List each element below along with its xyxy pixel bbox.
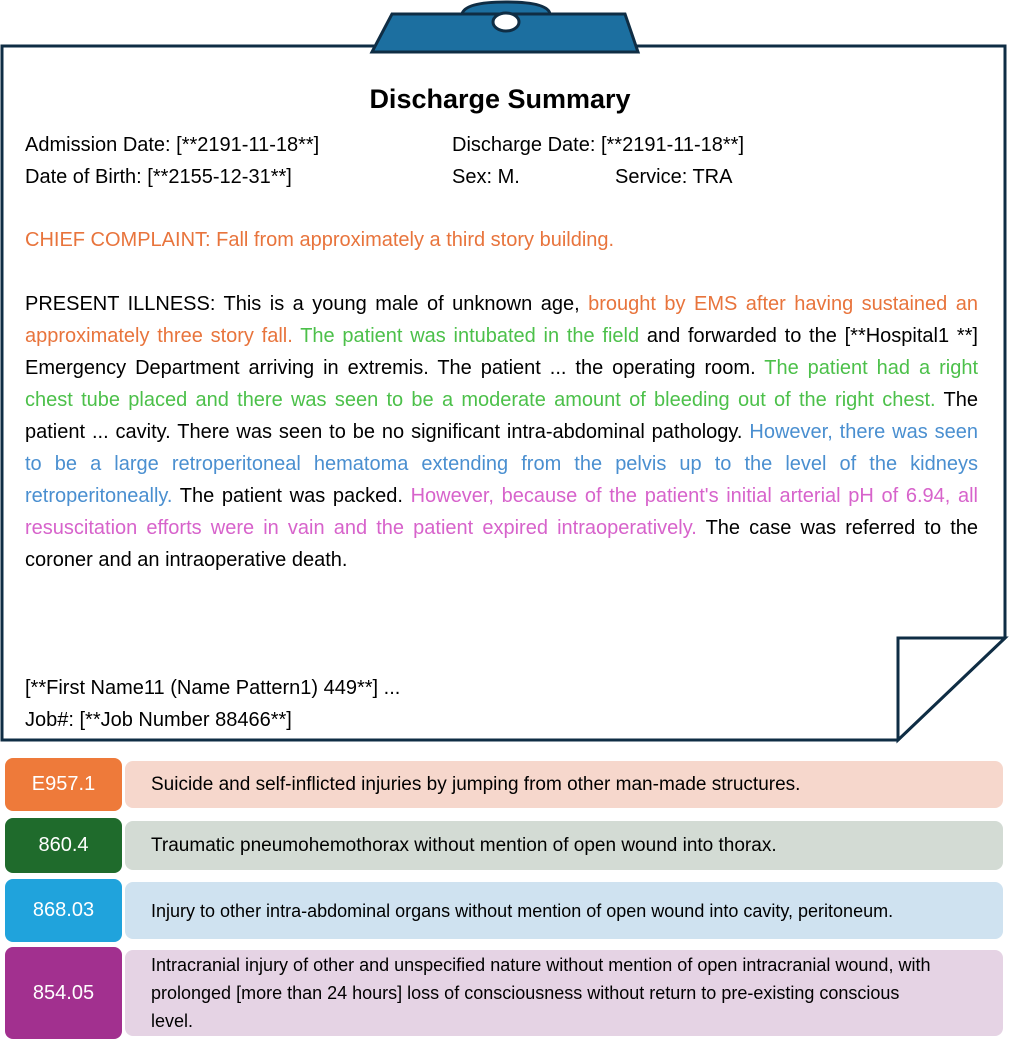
job-number: Job#: [**Job Number 88466**] bbox=[25, 709, 292, 731]
icd-code-row bbox=[5, 879, 1003, 942]
clipboard-clip-icon bbox=[372, 2, 638, 52]
icd-description: Traumatic pneumohemothorax without mention of open wound into thorax. bbox=[125, 821, 1003, 870]
icd-description: Intracranial injury of other and unspecified nature without mention of open intracranial wound, with prolonged [more than 24 hours] loss of consciousness without return to pre-existing conscious level. bbox=[125, 950, 1003, 1036]
admission-date: Admission Date: [**2191-11-18**] bbox=[25, 134, 320, 156]
icd-code: 854.05 bbox=[5, 947, 122, 1039]
icd-code-row bbox=[5, 947, 1003, 1039]
hpi-highlight-hematoma: However, there was seen to be a large retroperitoneal hematoma extending from the pelvis up to the level of the kidneys retroperitoneally. bbox=[25, 421, 979, 507]
sex: Sex: M. bbox=[452, 166, 520, 188]
chief-complaint: CHIEF COMPLAINT: Fall from approximately a third story building. bbox=[25, 229, 615, 251]
hpi-text: The case was referred to the coroner and an intraoperative death. bbox=[25, 517, 979, 571]
hpi-highlight-intubated: The patient was intubated in the field bbox=[300, 325, 640, 347]
page-curl-fold bbox=[898, 638, 1005, 740]
icd-description: Suicide and self-inflicted injuries by jumping from other man-made structures. bbox=[125, 761, 1003, 808]
date-of-birth: Date of Birth: [**2155-12-31**] bbox=[25, 166, 292, 188]
document-title: Discharge Summary bbox=[369, 84, 631, 114]
hpi-highlight-chest-tube: The patient had a right chest tube placed and there was seen to be a moderate amount of bleeding out of the right chest. bbox=[25, 357, 978, 411]
icd-code-row bbox=[5, 758, 1003, 811]
hpi-text: The patient ... cavity. There was seen to be no significant intra-abdominal pathology. bbox=[25, 389, 978, 443]
signature-name: [**First Name11 (Name Pattern1) 449**] ... bbox=[25, 677, 401, 699]
icd-description: Injury to other intra-abdominal organs without mention of open wound into cavity, peritoneum. bbox=[125, 882, 1003, 939]
discharge-date: Discharge Date: [**2191-11-18**] bbox=[452, 134, 745, 156]
signature-block bbox=[25, 672, 400, 736]
icd-code: E957.1 bbox=[5, 758, 122, 811]
icd-code: 860.4 bbox=[5, 818, 122, 873]
icd-code-row bbox=[5, 818, 1003, 873]
hpi-text: The patient was packed. bbox=[172, 485, 411, 507]
hpi-highlight-expired: However, because of the patient's initial arterial pH of 6.94, all resuscitation efforts were in vain and the patient expired intraoperatively. bbox=[25, 485, 978, 539]
service: Service: TRA bbox=[615, 166, 733, 188]
icd-code: 868.03 bbox=[5, 879, 122, 942]
hpi-text: and forwarded to the [**Hospital1 **] Emergency Department arriving in extremis. The patient ... the operating room. bbox=[25, 325, 978, 379]
hpi-text: PRESENT ILLNESS: This is a young male of unknown age, bbox=[25, 293, 589, 315]
present-illness bbox=[25, 288, 978, 576]
hpi-highlight-fall: brought by EMS after having sustained an approximately three story fall. bbox=[25, 293, 979, 347]
